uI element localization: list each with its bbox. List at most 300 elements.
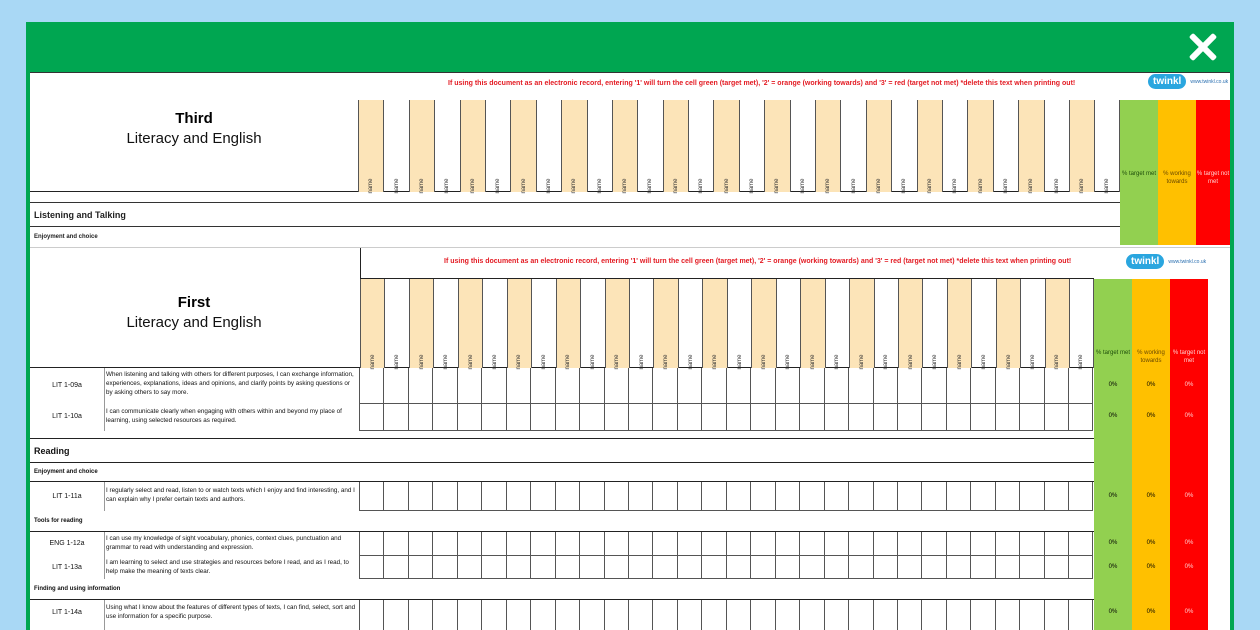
tracking-cell[interactable] xyxy=(506,532,530,556)
pupil-name-label: name xyxy=(444,178,451,194)
outcome-description: I regularly select and read, listen to or watch texts which I enjoy and find interesting, and I can explain why I prefer certain texts and authors. xyxy=(106,487,355,503)
pupil-name-label: name xyxy=(418,178,425,194)
tracking-cell[interactable] xyxy=(995,368,1019,404)
tracking-cell[interactable] xyxy=(506,368,530,404)
tracking-cell[interactable] xyxy=(873,368,897,404)
tracking-cell[interactable] xyxy=(726,404,750,431)
tracking-cell[interactable] xyxy=(359,404,383,431)
tracking-cell[interactable] xyxy=(579,368,603,404)
pupil-name-header[interactable] xyxy=(866,100,891,192)
pct-met-value: 0% xyxy=(1108,540,1118,546)
tracking-cell[interactable] xyxy=(555,600,579,630)
tracking-cell[interactable] xyxy=(1044,556,1068,579)
tracking-cell[interactable] xyxy=(946,600,970,630)
tracking-cell[interactable] xyxy=(408,556,432,579)
pupil-name-label: name xyxy=(545,178,552,194)
outcome-description: I can use my knowledge of sight vocabulary, phonics, context clues, punctuation and grammar to read with understanding and expression. xyxy=(106,535,342,551)
pupil-name-header[interactable] xyxy=(383,100,408,192)
tracking-cell[interactable] xyxy=(1068,600,1092,630)
pupil-name-header[interactable] xyxy=(561,100,586,192)
tracking-cell[interactable] xyxy=(873,600,897,630)
pupil-name-header[interactable] xyxy=(764,100,789,192)
tracking-cell[interactable] xyxy=(995,556,1019,579)
tracking-cell[interactable] xyxy=(921,482,945,511)
table-row xyxy=(30,600,1230,630)
outcome-code: LIT 1-09a xyxy=(52,382,82,389)
pupil-name-label: name xyxy=(368,178,375,194)
tracking-cell[interactable] xyxy=(628,368,652,404)
tracking-cell[interactable] xyxy=(701,368,725,404)
pupil-name-header[interactable] xyxy=(790,100,815,192)
pupil-name-header[interactable] xyxy=(605,279,629,368)
tracking-cell[interactable] xyxy=(726,482,750,511)
tracking-cell[interactable] xyxy=(921,532,945,556)
tracking-cell[interactable] xyxy=(383,600,407,630)
pupil-name-label: name xyxy=(736,354,743,370)
tracking-cell[interactable] xyxy=(1068,482,1092,511)
pupil-name-header[interactable] xyxy=(993,100,1018,192)
tracking-cell[interactable] xyxy=(530,600,554,630)
pupil-name-header[interactable] xyxy=(653,279,677,368)
tracking-cell[interactable] xyxy=(995,404,1019,431)
pupil-name-header[interactable] xyxy=(510,100,535,192)
tracking-cell[interactable] xyxy=(946,404,970,431)
tracking-cell[interactable] xyxy=(555,482,579,511)
tracking-cell[interactable] xyxy=(383,482,407,511)
tracking-cell[interactable] xyxy=(383,404,407,431)
tracking-cell[interactable] xyxy=(873,556,897,579)
tracking-cell[interactable] xyxy=(873,482,897,511)
pupil-name-header[interactable] xyxy=(678,279,702,368)
twinkl-logo xyxy=(1126,254,1206,269)
tracking-cell[interactable] xyxy=(824,600,848,630)
logo-url: www.twinkl.co.uk xyxy=(1168,258,1207,265)
pupil-name-header[interactable] xyxy=(536,100,561,192)
tracking-cell[interactable] xyxy=(408,600,432,630)
tracking-cell[interactable] xyxy=(530,556,554,579)
tracking-cell[interactable] xyxy=(775,404,799,431)
tracking-cell[interactable] xyxy=(970,600,994,630)
pupil-name-header[interactable] xyxy=(612,100,637,192)
tracking-cell[interactable] xyxy=(432,404,456,431)
close-icon[interactable] xyxy=(1188,32,1218,62)
tracking-cell[interactable] xyxy=(897,368,921,404)
tracking-cell[interactable] xyxy=(970,556,994,579)
tracking-cell[interactable] xyxy=(750,404,774,431)
tracking-cell[interactable] xyxy=(848,482,872,511)
tracking-cells[interactable] xyxy=(359,368,1093,404)
tracking-cell[interactable] xyxy=(604,482,628,511)
pupil-name-label: name xyxy=(698,178,705,194)
tracking-cell[interactable] xyxy=(897,404,921,431)
tracking-cell[interactable] xyxy=(677,368,701,404)
pupil-name-header[interactable] xyxy=(874,279,898,368)
tracking-cell[interactable] xyxy=(970,482,994,511)
pupil-name-header[interactable] xyxy=(531,279,555,368)
tracking-cell[interactable] xyxy=(873,404,897,431)
pupil-name-header[interactable] xyxy=(971,279,995,368)
pupil-name-header[interactable] xyxy=(922,279,946,368)
tracking-cell[interactable] xyxy=(359,482,383,511)
tracking-cell[interactable] xyxy=(848,556,872,579)
page-title: Third xyxy=(175,110,213,127)
tracking-cell[interactable] xyxy=(824,368,848,404)
tracking-cell[interactable] xyxy=(481,532,505,556)
tracking-cell[interactable] xyxy=(652,482,676,511)
tracking-cells[interactable] xyxy=(359,600,1093,630)
pupil-name-header[interactable] xyxy=(507,279,531,368)
pupil-name-header[interactable] xyxy=(947,279,971,368)
pupil-name-header[interactable] xyxy=(358,100,383,192)
tracking-cell[interactable] xyxy=(750,556,774,579)
tracking-cell[interactable] xyxy=(530,482,554,511)
tracking-cell[interactable] xyxy=(1019,556,1043,579)
tracking-cell[interactable] xyxy=(481,600,505,630)
tracking-cell[interactable] xyxy=(579,600,603,630)
pupil-name-header[interactable] xyxy=(580,279,604,368)
pupil-name-header[interactable] xyxy=(587,100,612,192)
tracking-cell[interactable] xyxy=(481,482,505,511)
pupil-name-label: name xyxy=(876,178,882,194)
pupil-name-label: name xyxy=(1054,354,1061,370)
pupil-name-header[interactable] xyxy=(409,279,433,368)
pupil-name-header[interactable] xyxy=(967,100,992,192)
tracking-cell[interactable] xyxy=(848,368,872,404)
tracking-cell[interactable] xyxy=(408,368,432,404)
tracking-cell[interactable] xyxy=(921,556,945,579)
pupil-name-header[interactable] xyxy=(815,100,840,192)
pupil-name-header[interactable] xyxy=(434,100,459,192)
tracking-cell[interactable] xyxy=(775,532,799,556)
tracking-cell[interactable] xyxy=(652,600,676,630)
document-preview-frame xyxy=(26,22,1234,630)
tracking-cell[interactable] xyxy=(457,600,481,630)
pct-not-met-value: 0% xyxy=(1184,540,1194,546)
subsection-finding: Finding and using information xyxy=(34,586,121,592)
tracking-cell[interactable] xyxy=(604,532,628,556)
electronic-record-notice: If using this document as an electronic record, entering '1' will turn the cell green (target met), '2' = orange (working towards) and '3' = red (target not met) *delete this text when printing out! xyxy=(448,80,1076,87)
tracking-cell[interactable] xyxy=(897,482,921,511)
tracking-cell[interactable] xyxy=(995,482,1019,511)
pupil-name-header[interactable] xyxy=(727,279,751,368)
table-row xyxy=(30,404,1230,431)
tracking-cells[interactable] xyxy=(359,482,1093,511)
pupil-name-header[interactable] xyxy=(898,279,922,368)
pct-not-met-value: 0% xyxy=(1184,493,1194,499)
tracking-cell[interactable] xyxy=(701,532,725,556)
pupil-name-header[interactable] xyxy=(384,279,408,368)
tracking-cell[interactable] xyxy=(481,404,505,431)
pupil-name-label: name xyxy=(622,178,629,194)
third-subsection-row xyxy=(30,227,1120,247)
pupil-name-header[interactable] xyxy=(637,100,662,192)
tracking-cell[interactable] xyxy=(726,532,750,556)
tracking-cell[interactable] xyxy=(946,532,970,556)
tracking-cell[interactable] xyxy=(799,482,823,511)
pupil-name-label: name xyxy=(760,354,767,370)
pupil-name-header[interactable] xyxy=(485,100,510,192)
tracking-cell[interactable] xyxy=(652,556,676,579)
tracking-cell[interactable] xyxy=(1044,600,1068,630)
tracking-cell[interactable] xyxy=(652,532,676,556)
tracking-cell[interactable] xyxy=(359,532,383,556)
tracking-cell[interactable] xyxy=(432,600,456,630)
pupil-name-header[interactable] xyxy=(1044,100,1069,192)
section-heading: Listening and Talking xyxy=(34,210,126,220)
tracking-cell[interactable] xyxy=(457,404,481,431)
tracking-cell[interactable] xyxy=(1019,368,1043,404)
tracking-cell[interactable] xyxy=(1019,600,1043,630)
subsection-tools: Tools for reading xyxy=(34,518,83,524)
tracking-cell[interactable] xyxy=(579,482,603,511)
tracking-cell[interactable] xyxy=(921,404,945,431)
pupil-name-header[interactable] xyxy=(1018,100,1043,192)
tracking-cell[interactable] xyxy=(555,556,579,579)
tracking-cell[interactable] xyxy=(432,482,456,511)
tracking-cell[interactable] xyxy=(604,404,628,431)
tracking-cell[interactable] xyxy=(432,556,456,579)
pupil-name-header[interactable] xyxy=(800,279,824,368)
tracking-cell[interactable] xyxy=(628,482,652,511)
tracking-cell[interactable] xyxy=(530,404,554,431)
tracking-cell[interactable] xyxy=(1019,482,1043,511)
tracking-cell[interactable] xyxy=(506,482,530,511)
first-pct-met-header: % target met xyxy=(1094,279,1132,630)
tracking-cell[interactable] xyxy=(1068,532,1092,556)
tracking-cell[interactable] xyxy=(652,368,676,404)
tracking-cell[interactable] xyxy=(921,600,945,630)
tracking-cell[interactable] xyxy=(506,600,530,630)
pupil-name-header[interactable] xyxy=(739,100,764,192)
pupil-name-header[interactable] xyxy=(663,100,688,192)
tracking-cell[interactable] xyxy=(579,556,603,579)
tracking-cell[interactable] xyxy=(481,368,505,404)
tracking-cell[interactable] xyxy=(701,600,725,630)
pupil-name-header[interactable] xyxy=(891,100,916,192)
tracking-cell[interactable] xyxy=(432,532,456,556)
tracking-cell[interactable] xyxy=(604,600,628,630)
tracking-cell[interactable] xyxy=(579,532,603,556)
pupil-name-label: name xyxy=(1104,178,1111,194)
tracking-cell[interactable] xyxy=(359,600,383,630)
pupil-name-header[interactable] xyxy=(458,279,482,368)
tracking-cell[interactable] xyxy=(824,556,848,579)
tracking-cell[interactable] xyxy=(604,368,628,404)
tracking-cell[interactable] xyxy=(555,404,579,431)
pct-met-value: 0% xyxy=(1108,609,1118,615)
tracking-cell[interactable] xyxy=(1068,556,1092,579)
tracking-cell[interactable] xyxy=(579,404,603,431)
tracking-cell[interactable] xyxy=(506,404,530,431)
pupil-name-header[interactable] xyxy=(776,279,800,368)
third-section-row xyxy=(30,202,1120,227)
tracking-cell[interactable] xyxy=(750,482,774,511)
tracking-cell[interactable] xyxy=(897,556,921,579)
tracking-cell[interactable] xyxy=(946,482,970,511)
tracking-cell[interactable] xyxy=(873,532,897,556)
pupil-name-header[interactable] xyxy=(702,279,726,368)
tracking-cell[interactable] xyxy=(383,368,407,404)
tracking-cell[interactable] xyxy=(726,600,750,630)
tracking-cell[interactable] xyxy=(530,532,554,556)
tracking-cell[interactable] xyxy=(1044,532,1068,556)
tracking-cell[interactable] xyxy=(677,404,701,431)
tracking-cell[interactable] xyxy=(359,368,383,404)
pupil-name-label: name xyxy=(785,354,792,370)
tracking-cell[interactable] xyxy=(628,600,652,630)
pupil-name-header[interactable] xyxy=(713,100,738,192)
page-title: First xyxy=(177,294,211,311)
tracking-cell[interactable] xyxy=(677,532,701,556)
tracking-cell[interactable] xyxy=(701,404,725,431)
tracking-cell[interactable] xyxy=(555,368,579,404)
pupil-name-header[interactable] xyxy=(917,100,942,192)
tracking-cells[interactable] xyxy=(359,404,1093,431)
pupil-name-label: name xyxy=(663,354,670,370)
tracking-cell[interactable] xyxy=(408,532,432,556)
tracking-cell[interactable] xyxy=(799,404,823,431)
pupil-name-header[interactable] xyxy=(460,100,485,192)
pupil-name-label: name xyxy=(825,178,832,194)
tracking-cell[interactable] xyxy=(750,368,774,404)
tracking-cell[interactable] xyxy=(506,556,530,579)
pupil-name-header[interactable] xyxy=(825,279,849,368)
tracking-cell[interactable] xyxy=(824,404,848,431)
tracking-cell[interactable] xyxy=(457,368,481,404)
pupil-name-label: name xyxy=(467,354,474,370)
tracking-cell[interactable] xyxy=(628,532,652,556)
pupil-name-header[interactable] xyxy=(751,279,775,368)
tracking-cell[interactable] xyxy=(970,532,994,556)
tracking-cell[interactable] xyxy=(1044,404,1068,431)
tracking-cell[interactable] xyxy=(848,532,872,556)
tracking-cell[interactable] xyxy=(359,556,383,579)
pupil-name-header[interactable] xyxy=(1069,100,1094,192)
outcome-description: I am learning to select and use strategies and resources before I read, and as I read, to help make the meaning of texts clear. xyxy=(106,559,349,575)
tracking-cell[interactable] xyxy=(995,600,1019,630)
tracking-cell[interactable] xyxy=(848,404,872,431)
tracking-cell[interactable] xyxy=(628,404,652,431)
tracking-cell[interactable] xyxy=(799,600,823,630)
tracking-cell[interactable] xyxy=(775,556,799,579)
tracking-cell[interactable] xyxy=(457,532,481,556)
tracking-cell[interactable] xyxy=(750,600,774,630)
tracking-cell[interactable] xyxy=(995,532,1019,556)
tracking-cell[interactable] xyxy=(775,600,799,630)
tracking-cell[interactable] xyxy=(677,600,701,630)
tracking-cell[interactable] xyxy=(1068,368,1092,404)
pupil-name-header[interactable] xyxy=(1069,279,1093,368)
pupil-name-header[interactable] xyxy=(482,279,506,368)
third-pct-working-header: % working towards xyxy=(1158,100,1196,245)
pupil-name-header[interactable] xyxy=(556,279,580,368)
tracking-cell[interactable] xyxy=(1044,368,1068,404)
tracking-cell[interactable] xyxy=(701,556,725,579)
pupil-name-header[interactable] xyxy=(409,100,434,192)
tracking-cell[interactable] xyxy=(383,532,407,556)
tracking-cell[interactable] xyxy=(970,368,994,404)
pupil-name-header[interactable] xyxy=(433,279,457,368)
tracking-cell[interactable] xyxy=(652,404,676,431)
tracking-cell[interactable] xyxy=(1044,482,1068,511)
pupil-name-label: name xyxy=(495,178,502,194)
pct-working-value: 0% xyxy=(1146,540,1156,546)
pupil-name-header[interactable] xyxy=(942,100,967,192)
table-row xyxy=(30,482,1230,511)
logo-url: www.twinkl.co.uk xyxy=(1190,78,1229,85)
tracking-cell[interactable] xyxy=(457,482,481,511)
pupil-name-label: name xyxy=(394,354,401,370)
tracking-cell[interactable] xyxy=(726,556,750,579)
tracking-cell[interactable] xyxy=(897,600,921,630)
tracking-cell[interactable] xyxy=(628,556,652,579)
pupil-name-header[interactable] xyxy=(849,279,873,368)
tracking-cell[interactable] xyxy=(824,532,848,556)
tracking-cell[interactable] xyxy=(946,556,970,579)
pupil-name-header[interactable] xyxy=(360,279,384,368)
tracking-cell[interactable] xyxy=(432,368,456,404)
tracking-cell[interactable] xyxy=(775,368,799,404)
tracking-cell[interactable] xyxy=(726,368,750,404)
pupil-name-header[interactable] xyxy=(688,100,713,192)
tracking-cell[interactable] xyxy=(799,556,823,579)
tracking-cell[interactable] xyxy=(799,368,823,404)
tracking-cell[interactable] xyxy=(555,532,579,556)
tracking-cells[interactable] xyxy=(359,532,1093,556)
pupil-name-header[interactable] xyxy=(996,279,1020,368)
tracking-cell[interactable] xyxy=(1068,404,1092,431)
pupil-name-label: name xyxy=(687,354,694,370)
tracking-cell[interactable] xyxy=(1019,532,1043,556)
pupil-name-header[interactable] xyxy=(840,100,865,192)
tracking-cell[interactable] xyxy=(481,556,505,579)
tracking-cell[interactable] xyxy=(750,532,774,556)
table-row xyxy=(30,532,1230,556)
tracking-cell[interactable] xyxy=(921,368,945,404)
pupil-name-header[interactable] xyxy=(1020,279,1044,368)
tracking-cell[interactable] xyxy=(1019,404,1043,431)
tracking-cell[interactable] xyxy=(946,368,970,404)
tracking-cell[interactable] xyxy=(775,482,799,511)
tracking-cell[interactable] xyxy=(701,482,725,511)
tracking-cell[interactable] xyxy=(970,404,994,431)
pupil-name-label: name xyxy=(1005,354,1012,370)
tracking-cell[interactable] xyxy=(677,482,701,511)
tracking-cell[interactable] xyxy=(604,556,628,579)
tracking-cell[interactable] xyxy=(848,600,872,630)
pupil-name-header[interactable] xyxy=(629,279,653,368)
first-level-sheet xyxy=(30,247,1230,630)
tracking-cell[interactable] xyxy=(824,482,848,511)
tracking-cell[interactable] xyxy=(530,368,554,404)
pupil-name-label: name xyxy=(647,178,654,194)
tracking-cell[interactable] xyxy=(677,556,701,579)
tracking-cell[interactable] xyxy=(408,404,432,431)
first-pct-not-met-header: % target not met xyxy=(1170,279,1208,630)
pupil-name-label: name xyxy=(883,354,890,370)
pupil-name-label: name xyxy=(1002,178,1009,194)
tracking-cell[interactable] xyxy=(383,556,407,579)
tracking-cells[interactable] xyxy=(359,556,1093,579)
pupil-name-label: name xyxy=(516,354,523,370)
tracking-cell[interactable] xyxy=(897,532,921,556)
tracking-cell[interactable] xyxy=(408,482,432,511)
tracking-cell[interactable] xyxy=(799,532,823,556)
pct-working-value: 0% xyxy=(1146,609,1156,615)
pupil-name-header[interactable] xyxy=(1045,279,1069,368)
tracking-cell[interactable] xyxy=(457,556,481,579)
pupil-name-header[interactable] xyxy=(1094,100,1119,192)
